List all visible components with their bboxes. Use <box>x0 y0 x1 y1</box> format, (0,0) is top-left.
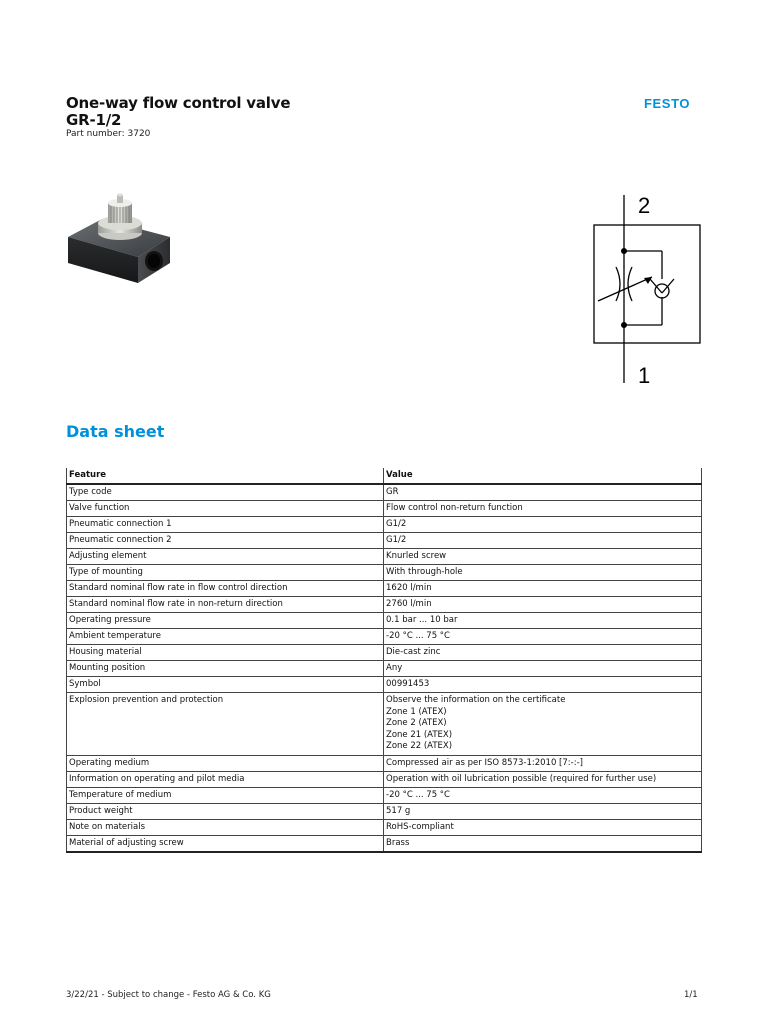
feature-cell: Material of adjusting screw <box>67 835 384 852</box>
value-line: Zone 2 (ATEX) <box>386 718 447 728</box>
value-line: 00991453 <box>386 679 430 689</box>
feature-cell: Operating pressure <box>67 613 384 629</box>
value-cell <box>384 819 702 835</box>
table-row <box>67 597 702 613</box>
feature-cell: Standard nominal flow rate in flow control direction <box>67 581 384 597</box>
value-cell <box>384 565 702 581</box>
feature-cell: Note on materials <box>67 819 384 835</box>
pneumatic-symbol <box>588 185 708 385</box>
table-row <box>67 645 702 661</box>
table-row <box>67 613 702 629</box>
value-line: With through-hole <box>386 567 463 577</box>
value-cell <box>384 645 702 661</box>
table-row <box>67 533 702 549</box>
feature-cell: Explosion prevention and protection <box>67 693 384 756</box>
value-line: Operation with oil lubrication possible (required for further use) <box>386 773 657 784</box>
value-cell <box>384 629 702 645</box>
table-row <box>67 835 702 852</box>
value-cell <box>384 835 702 852</box>
value-line: Zone 1 (ATEX) <box>386 706 447 717</box>
value-cell <box>384 533 702 549</box>
table-row <box>67 787 702 803</box>
header-feature: Feature <box>67 468 384 484</box>
port-2-label: 2 <box>638 193 651 218</box>
feature-cell: Product weight <box>67 803 384 819</box>
feature-cell: Standard nominal flow rate in non-return direction <box>67 597 384 613</box>
value-cell <box>384 484 702 501</box>
table-row <box>67 484 702 501</box>
footer-text: 3/22/21 - Subject to change - Festo AG & Co. KG <box>66 990 271 1000</box>
value-cell <box>384 803 702 819</box>
value-cell <box>384 597 702 613</box>
table-row <box>67 677 702 693</box>
feature-cell: Adjusting element <box>67 549 384 565</box>
value-cell <box>384 771 702 787</box>
festo-logo: FESTO <box>644 96 691 111</box>
header-value: Value <box>384 468 702 484</box>
feature-cell: Pneumatic connection 1 <box>67 517 384 533</box>
value-cell <box>384 501 702 517</box>
table-header-row <box>67 468 702 484</box>
table-row <box>67 549 702 565</box>
value-cell <box>384 787 702 803</box>
part-number: Part number: 3720 <box>66 129 151 139</box>
table-row <box>67 661 702 677</box>
table-row <box>67 501 702 517</box>
table-row <box>67 771 702 787</box>
value-line: Zone 22 (ATEX) <box>386 741 453 751</box>
value-line: RoHS-compliant <box>386 821 454 832</box>
value-line: Observe the information on the certificate <box>386 695 566 705</box>
table-row <box>67 517 702 533</box>
value-line: Flow control non-return function <box>386 503 523 513</box>
feature-cell: Temperature of medium <box>67 787 384 803</box>
value-line: Zone 21 (ATEX) <box>386 729 453 740</box>
value-line: Brass <box>386 837 410 848</box>
page-number: 1/1 <box>684 990 698 1000</box>
value-cell <box>384 549 702 565</box>
value-line: G1/2 <box>386 519 407 529</box>
value-cell <box>384 693 702 756</box>
feature-cell: Type code <box>67 484 384 501</box>
product-photo <box>62 185 174 285</box>
value-line: 517 g <box>386 805 411 816</box>
feature-cell: Ambient temperature <box>67 629 384 645</box>
value-cell <box>384 677 702 693</box>
table-row <box>67 581 702 597</box>
value-cell <box>384 517 702 533</box>
value-line: 0.1 bar ... 10 bar <box>386 615 458 625</box>
feature-cell: Valve function <box>67 501 384 517</box>
value-line: Knurled screw <box>386 551 447 561</box>
table-row <box>67 629 702 645</box>
value-cell <box>384 613 702 629</box>
value-line: Compressed air as per ISO 8573-1:2010 [7:-:-] <box>386 757 583 768</box>
product-model: GR-1/2 <box>66 111 122 129</box>
value-cell <box>384 581 702 597</box>
data-sheet-heading: Data sheet <box>66 422 165 441</box>
product-title: One-way flow control valve <box>66 94 291 112</box>
table-row <box>67 755 702 771</box>
feature-cell: Pneumatic connection 2 <box>67 533 384 549</box>
feature-cell: Mounting position <box>67 661 384 677</box>
value-line: -20 °C ... 75 °C <box>386 631 450 641</box>
value-line: 2760 l/min <box>386 599 432 609</box>
value-cell <box>384 661 702 677</box>
value-line: GR <box>386 487 399 497</box>
feature-cell: Type of mounting <box>67 565 384 581</box>
value-line: G1/2 <box>386 535 407 545</box>
data-sheet-table <box>66 468 702 853</box>
value-line: Die-cast zinc <box>386 647 441 657</box>
value-line: 1620 l/min <box>386 583 432 593</box>
table-row <box>67 819 702 835</box>
port-1-label: 1 <box>638 363 651 385</box>
feature-cell: Symbol <box>67 677 384 693</box>
table-row <box>67 803 702 819</box>
feature-cell: Information on operating and pilot media <box>67 771 384 787</box>
table-row <box>67 565 702 581</box>
table-row <box>67 693 702 756</box>
value-cell <box>384 755 702 771</box>
feature-cell: Housing material <box>67 645 384 661</box>
feature-cell: Operating medium <box>67 755 384 771</box>
value-line: Any <box>386 663 403 673</box>
value-line: -20 °C ... 75 °C <box>386 789 450 800</box>
